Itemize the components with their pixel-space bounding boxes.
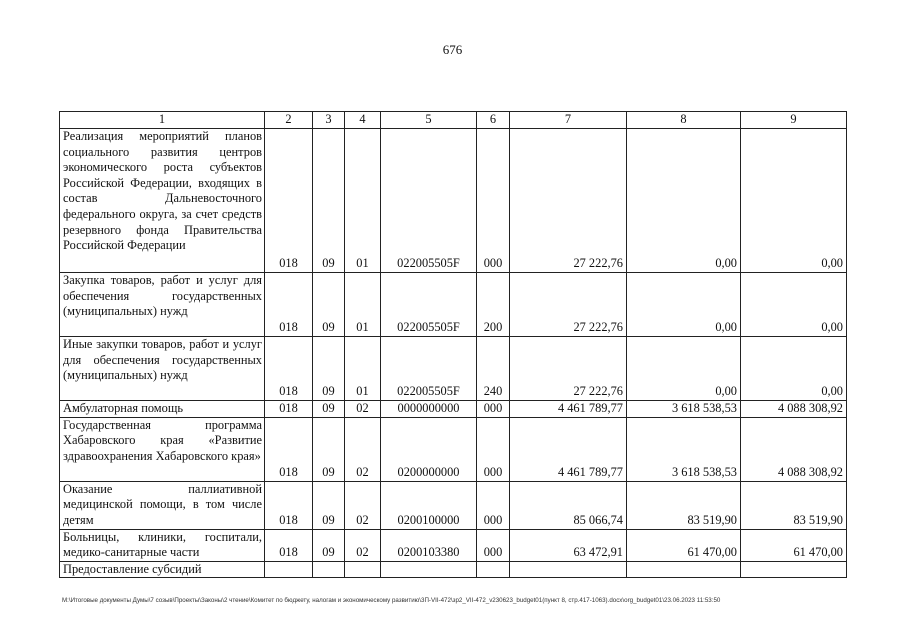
cell-amount-col9: 0,00 [741,129,847,273]
cell-subsection [345,561,381,578]
table-row [60,129,847,273]
cell-expense-type: 000 [477,481,510,529]
cell-ministry-code: 018 [265,401,313,418]
cell-expense-type: 000 [477,401,510,418]
table-row [60,529,847,561]
cell-section: 09 [313,481,345,529]
row-name: Оказание паллиативной медицинской помощи, в том числе детям [60,481,265,529]
column-header: 7 [510,112,627,129]
table-row [60,481,847,529]
budget-table [59,111,847,578]
cell-ministry-code: 018 [265,481,313,529]
row-name: Государственная программа Хабаровского края «Развитие здравоохранения Хабаровского края» [60,417,265,481]
cell-amount-col7: 63 472,91 [510,529,627,561]
cell-amount-col9: 0,00 [741,273,847,337]
column-header: 2 [265,112,313,129]
row-name: Больницы, клиники, госпитали, медико-санитарные части [60,529,265,561]
cell-subsection: 02 [345,417,381,481]
cell-amount-col8: 0,00 [627,273,741,337]
cell-amount-col7: 4 461 789,77 [510,401,627,418]
cell-amount-col9: 61 470,00 [741,529,847,561]
cell-target-article [381,561,477,578]
cell-expense-type: 000 [477,529,510,561]
document-path-footer: M:\Итоговые документы Думы\7 созыв\Проекты\Законы\2 чтение\Комитет по бюджету, налогам и экономическому развитию\3П-VII-472\зр2_VII-472_v230623_budget01(пункт 8, стр.417-1063).docx\org_budget01\23.06.2023 11:53:50 [62,597,721,604]
cell-amount-col8: 3 618 538,53 [627,401,741,418]
cell-subsection: 02 [345,481,381,529]
page-number: 676 [442,42,463,57]
cell-section: 09 [313,337,345,401]
cell-amount-col8 [627,561,741,578]
cell-amount-col9: 0,00 [741,337,847,401]
cell-amount-col9: 4 088 308,92 [741,401,847,418]
cell-amount-col7 [510,561,627,578]
cell-amount-col8: 61 470,00 [627,529,741,561]
cell-amount-col7: 27 222,76 [510,273,627,337]
cell-target-article: 022005505F [381,273,477,337]
cell-target-article: 0000000000 [381,401,477,418]
cell-amount-col8: 3 618 538,53 [627,417,741,481]
cell-target-article: 022005505F [381,337,477,401]
cell-target-article: 0200103380 [381,529,477,561]
row-name: Реализация мероприятий планов социального развития центров экономического роста субъектов Российской Федерации, входящих в состав Дальневосточного федерального округа, за счет средств резервного фонда Правительства Российской Федерации [60,129,265,273]
cell-subsection: 02 [345,401,381,418]
cell-target-article: 022005505F [381,129,477,273]
cell-section: 09 [313,129,345,273]
cell-amount-col7: 85 066,74 [510,481,627,529]
cell-section: 09 [313,401,345,418]
table-header-row [60,112,847,129]
cell-section: 09 [313,417,345,481]
cell-expense-type: 000 [477,129,510,273]
column-header: 3 [313,112,345,129]
column-header: 5 [381,112,477,129]
cell-amount-col9 [741,561,847,578]
cell-ministry-code [265,561,313,578]
cell-target-article: 0200000000 [381,417,477,481]
cell-amount-col9: 83 519,90 [741,481,847,529]
cell-target-article: 0200100000 [381,481,477,529]
cell-ministry-code: 018 [265,129,313,273]
column-header: 4 [345,112,381,129]
row-name: Иные закупки товаров, работ и услуг для обеспечения государственных (муниципальных) нужд [60,337,265,401]
column-header: 8 [627,112,741,129]
cell-amount-col7: 27 222,76 [510,337,627,401]
cell-expense-type: 000 [477,417,510,481]
cell-expense-type: 200 [477,273,510,337]
cell-ministry-code: 018 [265,337,313,401]
column-header: 9 [741,112,847,129]
cell-section: 09 [313,273,345,337]
table-row [60,401,847,418]
cell-ministry-code: 018 [265,529,313,561]
cell-subsection: 01 [345,273,381,337]
cell-amount-col8: 0,00 [627,337,741,401]
cell-subsection: 01 [345,337,381,401]
cell-subsection: 02 [345,529,381,561]
row-name: Амбулаторная помощь [60,401,265,418]
cell-section: 09 [313,529,345,561]
table-row [60,417,847,481]
table-row [60,273,847,337]
cell-amount-col8: 0,00 [627,129,741,273]
row-name: Закупка товаров, работ и услуг для обеспечения государственных (муниципальных) нужд [60,273,265,337]
cell-amount-col7: 27 222,76 [510,129,627,273]
table-row [60,561,847,578]
cell-section [313,561,345,578]
cell-amount-col9: 4 088 308,92 [741,417,847,481]
cell-expense-type: 240 [477,337,510,401]
row-name: Предоставление субсидий [60,561,265,578]
cell-ministry-code: 018 [265,273,313,337]
cell-amount-col7: 4 461 789,77 [510,417,627,481]
column-header: 6 [477,112,510,129]
cell-subsection: 01 [345,129,381,273]
cell-amount-col8: 83 519,90 [627,481,741,529]
cell-ministry-code: 018 [265,417,313,481]
table-row [60,337,847,401]
cell-expense-type [477,561,510,578]
column-header: 1 [60,112,265,129]
